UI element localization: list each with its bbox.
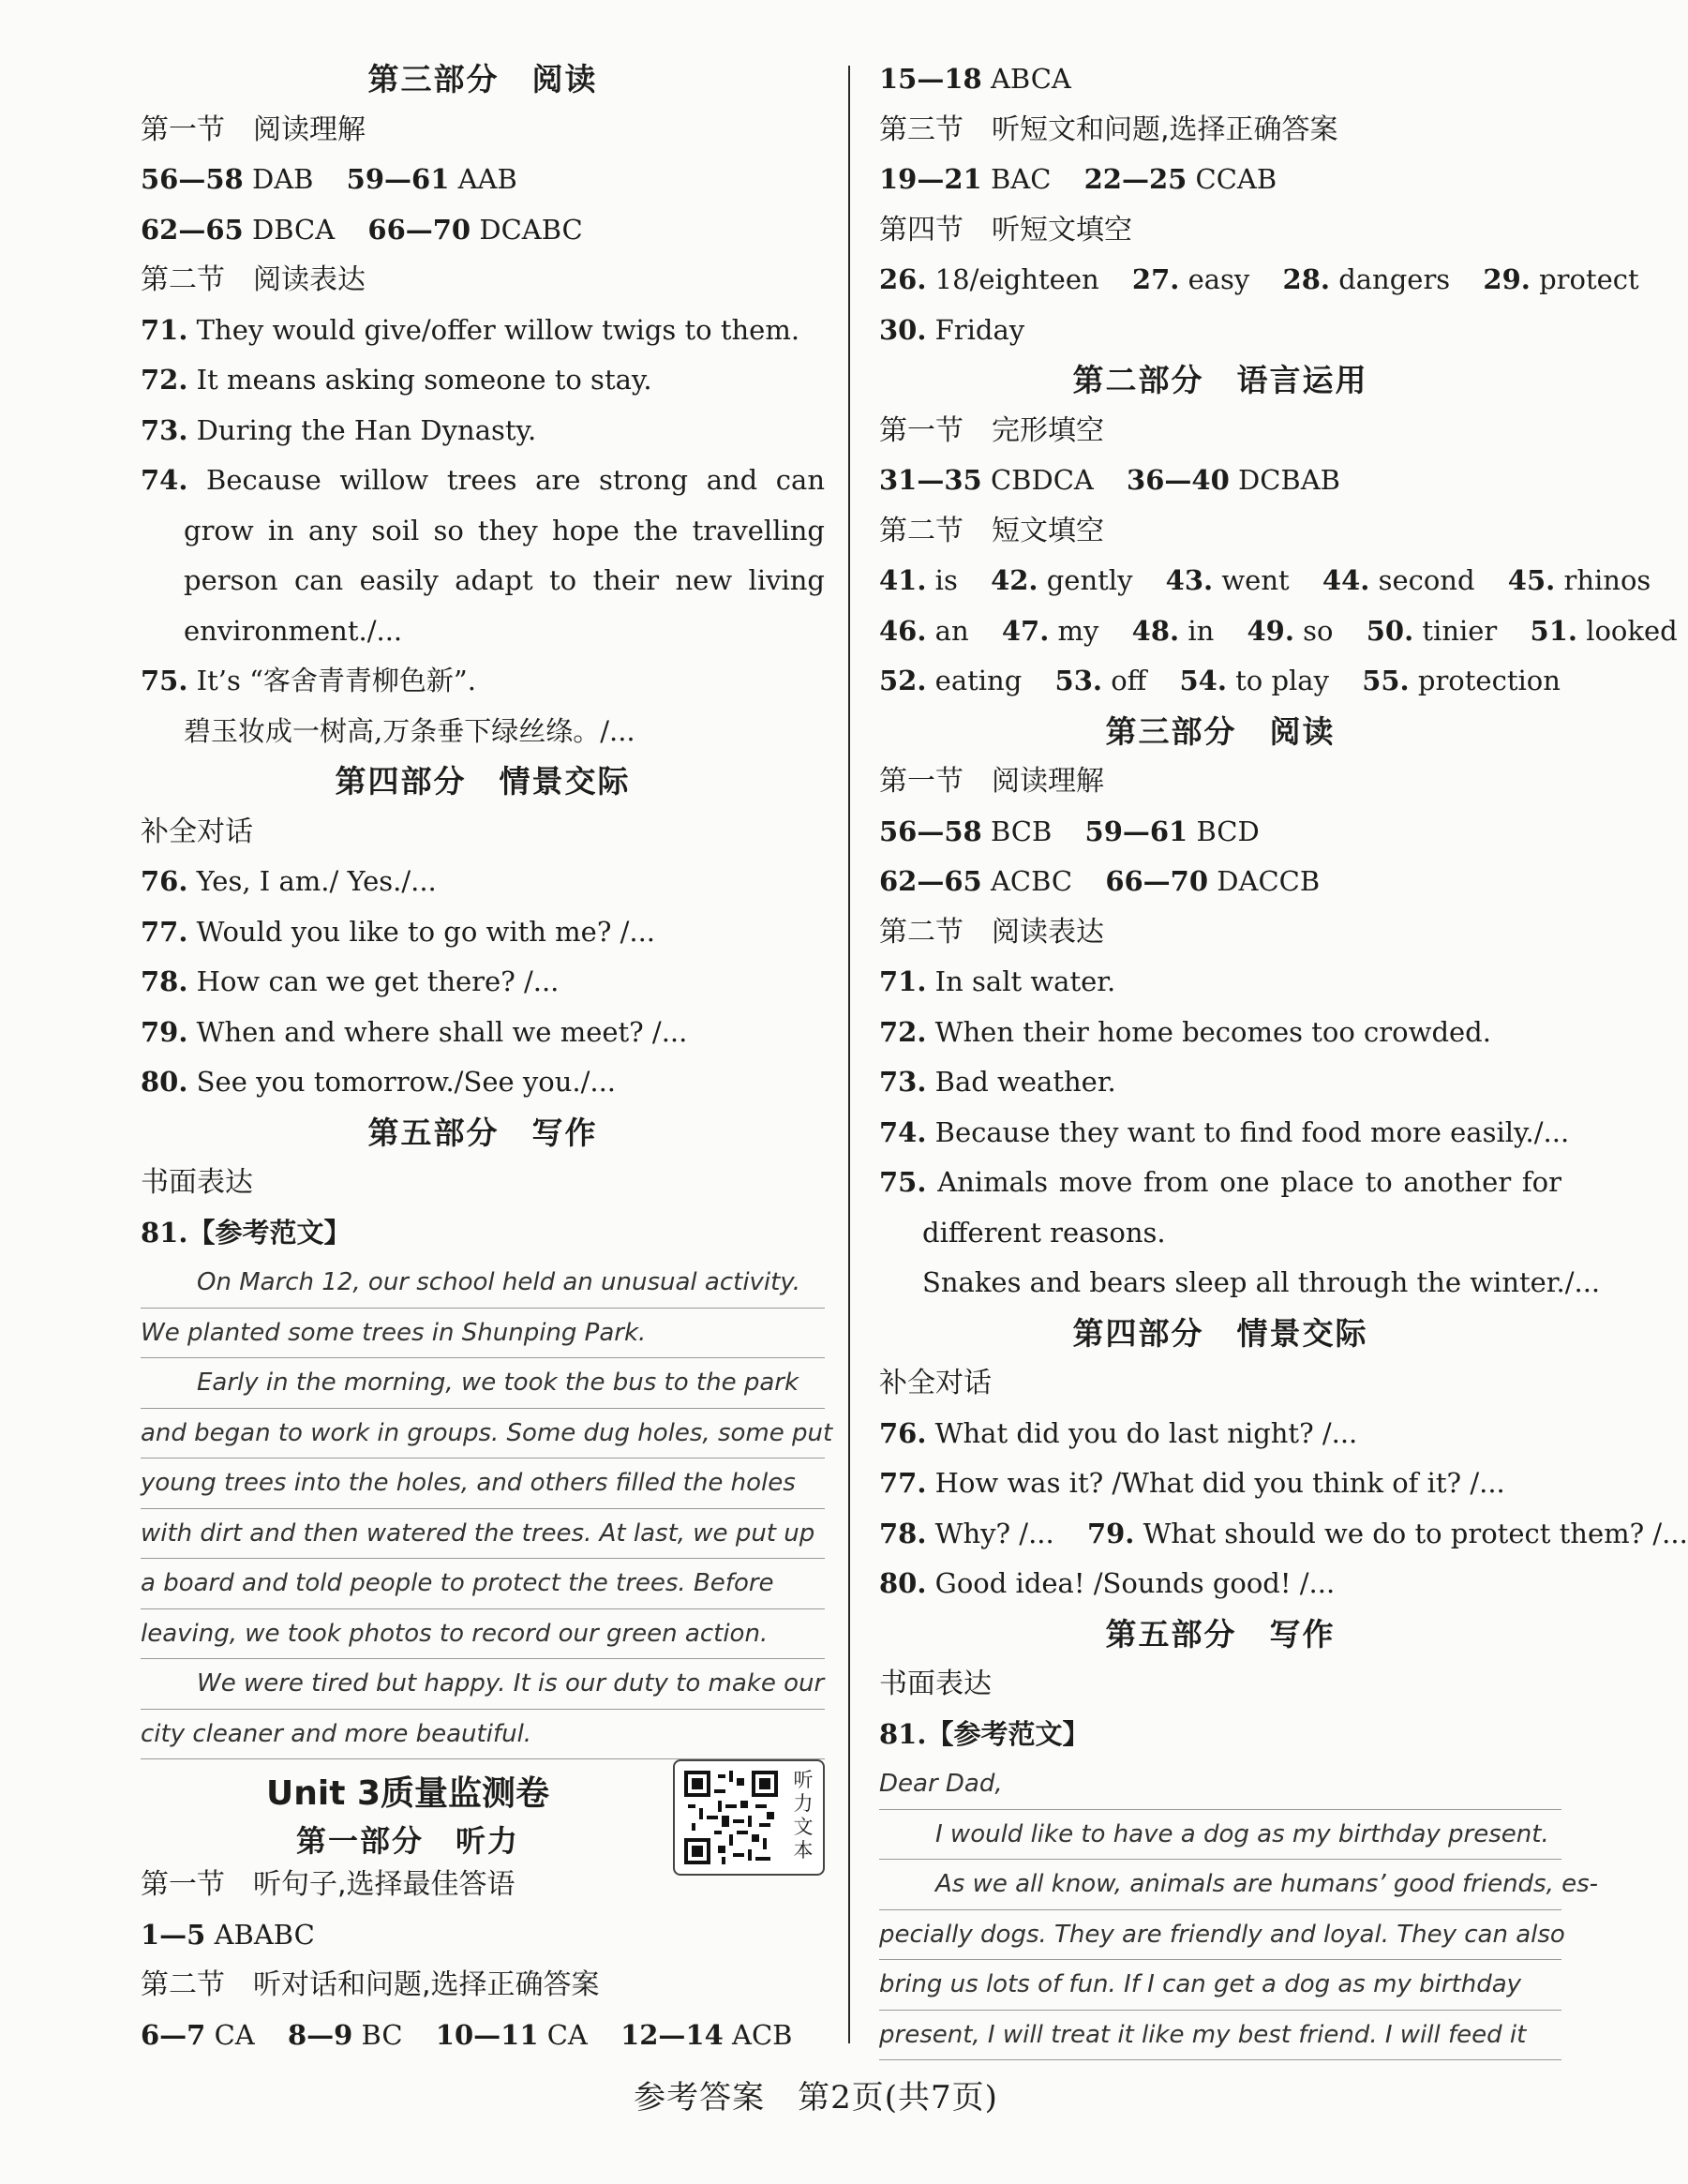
answer-value: protection xyxy=(1417,665,1561,696)
subsection-heading: 书面表达 xyxy=(879,1668,992,1700)
answer-text: What did you do last night? /... xyxy=(934,1416,1358,1449)
question-number: 30. xyxy=(879,313,927,346)
question-number: 27. xyxy=(1131,263,1180,295)
answer-value: 18/eighteen xyxy=(934,263,1099,295)
answer-text: 碧玉妆成一树高,万条垂下绿丝绦。/... xyxy=(184,714,635,747)
question-number: 55. xyxy=(1362,665,1410,696)
question-number: 72. xyxy=(879,1015,927,1048)
answer-text: Why? /... xyxy=(934,1517,1054,1549)
question-number: 44. xyxy=(1322,564,1370,596)
answer-text: Would you like to go with me? /... xyxy=(196,915,656,948)
answer-row xyxy=(141,1910,825,1961)
question-number: 79. xyxy=(141,1015,188,1048)
left-column xyxy=(141,54,833,2060)
subsection-heading: 补全对话 xyxy=(141,815,253,848)
subsection-heading: 第四节 听短文填空 xyxy=(879,213,1132,247)
question-range: 66—70 xyxy=(367,213,471,246)
answer-text: Because they want to find food more easily./... xyxy=(934,1115,1570,1148)
answer-row xyxy=(879,1409,1561,1459)
answer-row xyxy=(879,656,1561,707)
answer-row xyxy=(879,1008,1561,1058)
essay-line: I would like to have a dog as my birthday present. xyxy=(879,1810,1561,1861)
answer-row xyxy=(141,306,825,356)
question-number: 45. xyxy=(1507,564,1556,596)
answer-value: rhinos xyxy=(1563,564,1651,596)
subsection-heading: 第一节 阅读理解 xyxy=(879,765,1104,798)
question-number: 29. xyxy=(1483,263,1531,295)
question-range: 8—9 xyxy=(287,2018,353,2051)
essay-line: and began to work in groups. Some dug holes, some put xyxy=(141,1409,825,1459)
question-number: 74. xyxy=(141,464,188,496)
answer-value: Friday xyxy=(934,313,1025,346)
question-range: 6—7 xyxy=(141,2018,206,2051)
column-divider xyxy=(848,66,850,2043)
question-range: 19—21 xyxy=(879,163,982,195)
question-range: 12—14 xyxy=(620,2018,724,2051)
answer-row xyxy=(879,857,1561,907)
answer-value: ABABC xyxy=(214,1918,315,1951)
subsection-heading: 第二节 短文填空 xyxy=(879,514,1104,547)
answer-row xyxy=(141,205,825,256)
answer-text: How was it? /What did you think of it? /... xyxy=(934,1467,1505,1499)
question-range: 56—58 xyxy=(141,163,244,195)
answer-text: They would give/offer willow twigs to them. xyxy=(196,313,800,346)
answer-value: DAB xyxy=(251,163,314,195)
question-number: 78. xyxy=(141,965,188,997)
question-number: 46. xyxy=(879,614,927,647)
question-number: 80. xyxy=(141,1066,188,1098)
question-number: 48. xyxy=(1131,614,1180,647)
answer-row xyxy=(879,606,1678,657)
answer-row xyxy=(141,1057,825,1108)
answer-row xyxy=(141,857,825,907)
answer-row xyxy=(141,406,825,456)
answer-value: BAC xyxy=(990,163,1052,195)
listening-qr-box[interactable] xyxy=(673,1759,825,1876)
question-number: 76. xyxy=(141,865,188,897)
subsection-heading: 补全对话 xyxy=(879,1367,992,1399)
answer-value: to play xyxy=(1235,665,1329,696)
answer-row xyxy=(879,556,1651,606)
essay-line: Dear Dad, xyxy=(879,1759,1561,1810)
question-number: 50. xyxy=(1366,614,1414,647)
essay-line: leaving, we took photos to record our green action. xyxy=(141,1609,825,1660)
subsection-heading: 第一节 完形填空 xyxy=(879,413,1104,447)
question-number: 78. xyxy=(879,1517,927,1549)
answer-row xyxy=(879,807,1561,858)
question-number: 75. xyxy=(879,1166,927,1198)
qr-label: 听力文本 xyxy=(793,1769,814,1862)
question-number: 42. xyxy=(991,564,1038,596)
answer-value: off xyxy=(1111,665,1147,696)
subsection-heading: 第二节 阅读表达 xyxy=(879,915,1104,949)
subsection-heading: 第二节 听对话和问题,选择正确答案 xyxy=(141,1968,600,2001)
model-essay-label: 81.【参考范文】 xyxy=(879,1717,1090,1750)
section-title: 第一部分 听力 xyxy=(295,1823,519,1859)
answer-text: Snakes and bears sleep all through the winter./... xyxy=(922,1266,1601,1298)
essay-line: As we all know, animals are humans’ good friends, es- xyxy=(879,1860,1561,1910)
answer-value: protect xyxy=(1539,263,1639,295)
question-number: 79. xyxy=(1086,1517,1135,1549)
essay-line: present, I will treat it like my best friend. I will feed it xyxy=(879,2011,1561,2061)
unit-header xyxy=(141,1759,825,1860)
subsection-heading: 第二节 阅读表达 xyxy=(141,263,366,296)
answer-row xyxy=(879,456,1561,506)
question-number: 72. xyxy=(141,364,188,396)
answer-value: easy xyxy=(1188,263,1250,295)
question-number: 71. xyxy=(879,965,927,997)
answer-row xyxy=(141,907,825,958)
question-number: 74. xyxy=(879,1115,927,1148)
section-title: 第四部分 情景交际 xyxy=(1072,1314,1368,1352)
answer-value: an xyxy=(934,614,969,647)
answer-text: When and where shall we meet? /... xyxy=(196,1015,688,1048)
answer-value: BCB xyxy=(990,815,1053,847)
model-essay-label: 81.【参考范文】 xyxy=(141,1216,351,1249)
question-number: 80. xyxy=(879,1567,927,1599)
question-number: 77. xyxy=(879,1467,927,1499)
answer-row xyxy=(141,155,825,205)
answer-value: eating xyxy=(934,665,1023,696)
question-range: 59—61 xyxy=(346,163,450,195)
answer-row xyxy=(141,1008,825,1058)
answer-value: DACCB xyxy=(1217,865,1321,897)
answer-row xyxy=(879,54,1561,105)
section-title: 第三部分 阅读 xyxy=(367,61,598,97)
section-title: 第五部分 写作 xyxy=(367,1114,598,1151)
question-number: 73. xyxy=(879,1066,927,1098)
answer-text: Yes, I am./ Yes./... xyxy=(196,865,437,897)
answer-text: Bad weather. xyxy=(934,1066,1116,1098)
answer-row xyxy=(879,155,1561,205)
question-range: 66—70 xyxy=(1105,865,1209,897)
answer-value: CA xyxy=(546,2018,588,2051)
answer-row xyxy=(879,1559,1561,1609)
question-range: 62—65 xyxy=(141,213,244,246)
answer-text: How can we get there? /... xyxy=(196,965,560,997)
page-footer: 参考答案 第2页(共7页) xyxy=(634,2079,998,2117)
question-number: 71. xyxy=(141,313,188,346)
question-number: 73. xyxy=(141,413,188,446)
essay-line: Early in the morning, we took the bus to the park xyxy=(141,1358,825,1409)
question-number: 26. xyxy=(879,263,927,295)
answer-value: CCAB xyxy=(1195,163,1277,195)
answer-value: ABCA xyxy=(990,63,1071,95)
question-range: 22—25 xyxy=(1083,163,1188,195)
answer-value: went xyxy=(1221,564,1290,596)
question-number: 43. xyxy=(1165,564,1214,596)
answer-value: CA xyxy=(214,2018,255,2051)
question-number: 41. xyxy=(879,564,927,596)
section-title: 第四部分 情景交际 xyxy=(335,763,631,800)
question-range: 36—40 xyxy=(1127,464,1230,496)
answer-row xyxy=(879,1057,1561,1108)
answer-value: DBCA xyxy=(251,213,336,246)
answer-row xyxy=(879,255,1639,306)
question-range: 1—5 xyxy=(141,1918,206,1951)
answer-row xyxy=(141,957,825,1008)
essay-line: city cleaner and more beautiful. xyxy=(141,1710,825,1760)
right-column xyxy=(879,54,1688,2060)
answer-text: During the Han Dynasty. xyxy=(196,413,537,446)
answer-text: What should we do to protect them? /... xyxy=(1143,1517,1688,1549)
essay-line: We planted some trees in Shunping Park. xyxy=(141,1309,825,1359)
answer-row xyxy=(879,1458,1561,1509)
question-number: 52. xyxy=(879,665,927,696)
answer-value: DCABC xyxy=(479,213,583,246)
answer-value: in xyxy=(1188,614,1215,647)
question-number: 75. xyxy=(141,665,188,696)
answer-value: gently xyxy=(1046,564,1133,596)
subsection-heading: 第一节 听句子,选择最佳答语 xyxy=(141,1868,515,1901)
answer-row xyxy=(879,1108,1570,1159)
question-range: 62—65 xyxy=(879,865,982,897)
essay-line: a board and told people to protect the trees. Before xyxy=(141,1559,825,1609)
answer-text: Because willow trees are strong and can grow in any soil so they hope the travelling person can easily adapt to their new living environment./... xyxy=(184,464,826,647)
question-range: 56—58 xyxy=(879,815,982,847)
question-range: 59—61 xyxy=(1084,815,1188,847)
essay-line: young trees into the holes, and others filled the holes xyxy=(141,1458,825,1509)
answer-row xyxy=(879,1158,1561,1258)
answer-row xyxy=(879,1509,1688,1560)
essay-line: bring us lots of fun. If I can get a dog as my birthday xyxy=(879,1960,1561,2011)
subsection-heading: 第一节 阅读理解 xyxy=(141,112,366,146)
answer-value: ACBC xyxy=(990,865,1073,897)
question-number: 47. xyxy=(1001,614,1050,647)
answer-row xyxy=(141,656,825,707)
question-number: 51. xyxy=(1530,614,1577,647)
answer-value: dangers xyxy=(1338,263,1451,295)
answer-value: my xyxy=(1057,614,1099,647)
answer-value: second xyxy=(1378,564,1475,596)
answer-value: BC xyxy=(361,2018,403,2051)
answer-row xyxy=(879,957,1561,1008)
answer-value: BCD xyxy=(1196,815,1260,847)
answer-text: Animals move from one place to another for different reasons. xyxy=(922,1166,1561,1249)
subsection-heading: 书面表达 xyxy=(141,1166,253,1199)
answer-value: AAB xyxy=(457,163,517,195)
answer-row xyxy=(879,306,1561,356)
question-range: 31—35 xyxy=(879,464,982,496)
answer-text: It’s “客舍青青柳色新”. xyxy=(196,665,476,696)
answer-value: DCBAB xyxy=(1237,464,1340,496)
answer-value: looked xyxy=(1586,614,1678,647)
answer-row xyxy=(141,355,825,406)
question-range: 10—11 xyxy=(435,2018,539,2051)
essay-line: pecially dogs. They are friendly and loyal. They can also xyxy=(879,1910,1561,1961)
answer-row xyxy=(141,2011,825,2061)
answer-value: so xyxy=(1303,614,1334,647)
section-title: 第五部分 写作 xyxy=(1105,1615,1336,1653)
answer-value: tinier xyxy=(1422,614,1498,647)
essay-line: On March 12, our school held an unusual activity. xyxy=(141,1258,825,1309)
section-title: 第二部分 语言运用 xyxy=(1072,362,1368,398)
question-number: 49. xyxy=(1247,614,1294,647)
answer-value: ACB xyxy=(732,2018,793,2051)
answer-text: When their home becomes too crowded. xyxy=(934,1015,1491,1048)
question-number: 28. xyxy=(1282,263,1330,295)
question-range: 15—18 xyxy=(879,63,982,95)
question-number: 53. xyxy=(1054,665,1102,696)
essay-line: We were tired but happy. It is our duty to make our xyxy=(141,1659,825,1710)
essay-line: with dirt and then watered the trees. At last, we put up xyxy=(141,1509,825,1560)
answer-text: See you tomorrow./See you./... xyxy=(196,1066,617,1098)
subsection-heading: 第三节 听短文和问题,选择正确答案 xyxy=(879,112,1338,146)
answer-text: It means asking someone to stay. xyxy=(196,364,652,396)
answer-value: is xyxy=(934,564,958,596)
answer-text: Good idea! /Sounds good! /... xyxy=(934,1567,1336,1599)
answer-row xyxy=(141,456,825,656)
unit-title: Unit 3质量监测卷 xyxy=(266,1774,549,1813)
question-number: 76. xyxy=(879,1416,927,1449)
qr-code-icon[interactable] xyxy=(684,1771,778,1864)
question-number: 77. xyxy=(141,915,188,948)
answer-value: CBDCA xyxy=(990,464,1094,496)
section-title: 第三部分 阅读 xyxy=(1105,712,1336,750)
answer-text: In salt water. xyxy=(934,965,1116,997)
question-number: 54. xyxy=(1179,665,1227,696)
